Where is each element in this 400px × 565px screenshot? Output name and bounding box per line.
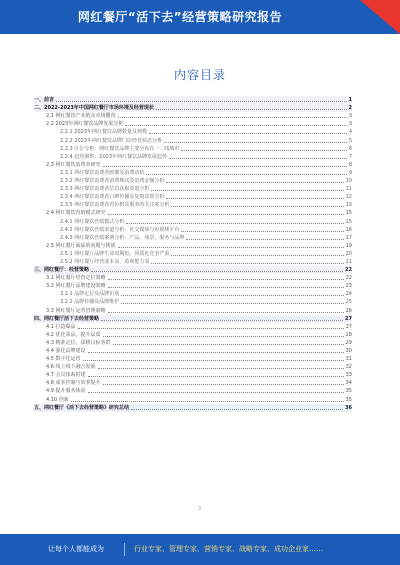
toc-dot-leader bbox=[98, 368, 344, 369]
toc-entry-title: 3.3 网红餐厅运营管理策略 bbox=[46, 307, 106, 314]
toc-entry-title: 4.1 打造爆品 bbox=[46, 323, 76, 330]
toc-dot-leader bbox=[88, 352, 344, 353]
toc-entry-page: 17 bbox=[345, 234, 352, 241]
toc-entry-title: 4.10 创新 bbox=[46, 396, 69, 403]
page-number: 1 bbox=[198, 506, 202, 512]
toc-entry[interactable] bbox=[34, 250, 352, 258]
toc-entry-page: 36 bbox=[345, 404, 352, 411]
toc-entry-title: 五、网红餐厅《活下去经营策略》研究总结 bbox=[34, 404, 130, 411]
toc-entry[interactable] bbox=[34, 185, 352, 193]
toc-entry-title: 2.3.3 网红餐饮消费者信息获取渠道分析 bbox=[60, 186, 150, 193]
toc-dot-leader bbox=[149, 133, 347, 134]
toc-entry[interactable] bbox=[34, 339, 352, 347]
toc-entry-page: 29 bbox=[345, 339, 352, 346]
toc-entry-page: 15 bbox=[345, 210, 352, 217]
toc-entry[interactable] bbox=[34, 120, 352, 128]
toc-entry-page: 27 bbox=[345, 315, 352, 322]
toc-entry[interactable] bbox=[34, 104, 352, 112]
toc-entry[interactable] bbox=[34, 201, 352, 209]
toc-entry[interactable] bbox=[34, 315, 352, 323]
toc-dot-leader bbox=[121, 303, 343, 304]
toc-entry[interactable] bbox=[34, 363, 352, 371]
toc-dot-leader bbox=[101, 320, 343, 321]
toc-entry-page: 31 bbox=[345, 356, 352, 363]
header-corner-accent bbox=[360, 0, 400, 34]
toc-entry-title: 4.5 数字化运营 bbox=[46, 356, 81, 363]
toc-dot-leader bbox=[151, 263, 343, 264]
toc-entry-title: 2.5.1 网红餐厅品牌生命周期短、同质化竞争严重 bbox=[60, 250, 170, 257]
toc-dot-leader bbox=[108, 214, 344, 215]
toc-entry-title: 2.3.2 网红餐饮消费者消费频次及消费金额分析 bbox=[60, 178, 165, 185]
toc-entry-title: 2.3.1 网红餐饮消费者画像及消费动机 bbox=[60, 169, 145, 176]
toc-entry-title: 2.2.2 2023年网红餐饮品牌门店经营状态分析 bbox=[60, 137, 163, 144]
toc-entry-page: 33 bbox=[345, 372, 352, 379]
table-of-contents bbox=[34, 96, 352, 412]
toc-entry-page: 22 bbox=[345, 267, 352, 274]
toc-entry-page: 22 bbox=[345, 275, 352, 282]
toc-title: 内容目录 bbox=[173, 68, 226, 82]
toc-entry[interactable] bbox=[34, 379, 352, 387]
toc-entry-page: 28 bbox=[345, 331, 352, 338]
toc-dot-leader bbox=[108, 312, 344, 313]
toc-entry-title: 2.3 网红餐饮消费者研究 bbox=[46, 161, 101, 168]
toc-entry-page: 4 bbox=[348, 129, 352, 136]
toc-entry-page: 5 bbox=[348, 137, 352, 144]
toc-entry-title: 3.1 网红餐厅经营定位策略 bbox=[46, 275, 106, 282]
toc-entry[interactable] bbox=[34, 242, 352, 250]
toc-dot-leader bbox=[181, 150, 346, 151]
toc-entry-page: 8 bbox=[348, 161, 352, 168]
toc-dot-leader bbox=[125, 125, 347, 126]
toc-entry-page: 10 bbox=[345, 178, 352, 185]
toc-entry-page: 26 bbox=[345, 307, 352, 314]
toc-entry-title: 4.9 提升服务体验 bbox=[46, 388, 86, 395]
toc-entry-title: 2.4.2 网红餐饮营销渠道分析：社交媒体与短视频平台 bbox=[60, 226, 180, 233]
toc-dot-leader bbox=[171, 206, 343, 207]
toc-dot-leader bbox=[108, 279, 344, 280]
toc-entry[interactable] bbox=[34, 193, 352, 201]
toc-entry-page: 2 bbox=[348, 105, 352, 112]
toc-entry[interactable] bbox=[34, 169, 352, 177]
toc-entry-page: 19 bbox=[345, 242, 352, 249]
toc-dot-leader bbox=[166, 182, 343, 183]
toc-dot-leader bbox=[146, 174, 346, 175]
toc-entry-page: 11 bbox=[345, 186, 352, 193]
toc-entry[interactable] bbox=[34, 306, 352, 314]
toc-entry-title: 4.6 线上线下融合发展 bbox=[46, 364, 96, 371]
toc-entry[interactable] bbox=[34, 96, 352, 104]
toc-entry[interactable] bbox=[34, 298, 352, 306]
footer-divider bbox=[124, 543, 125, 556]
toc-dot-leader bbox=[151, 190, 343, 191]
toc-dot-leader bbox=[103, 384, 344, 385]
toc-entry-page: 30 bbox=[345, 348, 352, 354]
toc-dot-leader bbox=[121, 295, 343, 296]
toc-entry[interactable] bbox=[34, 145, 352, 153]
toc-dot-leader bbox=[131, 409, 343, 410]
toc-entry-title: 4.2 优化菜品，提升品质 bbox=[46, 331, 101, 338]
footer-tagline: 行业专家、管理专家、营销专家、战略专家、成功企业家…… bbox=[134, 545, 323, 553]
toc-dot-leader bbox=[91, 271, 343, 272]
toc-entry-page: 24 bbox=[345, 291, 352, 298]
toc-dot-leader bbox=[118, 247, 344, 248]
toc-dot-leader bbox=[88, 376, 344, 377]
toc-entry[interactable] bbox=[34, 355, 352, 363]
toc-entry-page: 15 bbox=[345, 218, 352, 225]
footer-slogan: 让每个人都能成为 bbox=[48, 545, 104, 553]
toc-entry-page: 35 bbox=[345, 396, 352, 403]
toc-dot-leader bbox=[171, 255, 343, 256]
toc-entry[interactable] bbox=[34, 347, 352, 355]
toc-dot-leader bbox=[71, 401, 344, 402]
toc-entry[interactable] bbox=[34, 323, 352, 331]
toc-entry[interactable] bbox=[34, 209, 352, 217]
toc-entry-title: 3.2 网红餐厅品牌建设策略 bbox=[46, 283, 106, 290]
toc-entry-page: 27 bbox=[345, 323, 352, 330]
toc-entry-page: 6 bbox=[348, 145, 352, 152]
toc-entry-title: 2.4.3 网红餐饮营销案例分析：产品、场景、服务与品牌 bbox=[60, 234, 185, 241]
toc-entry-title: 2.4 网红餐饮营销模式研究 bbox=[46, 210, 106, 217]
toc-dot-leader bbox=[83, 360, 344, 361]
report-header-bar bbox=[0, 0, 400, 34]
toc-entry-title: 4.3 精准定位，深耕目标客群 bbox=[46, 339, 111, 346]
toc-entry-page: 7 bbox=[348, 153, 352, 160]
toc-dot-leader bbox=[186, 239, 343, 240]
toc-dot-leader bbox=[103, 336, 344, 337]
toc-entry-title: 2.2 2023年网红餐饮品牌发展分析 bbox=[46, 121, 124, 128]
toc-entry[interactable] bbox=[34, 290, 352, 298]
toc-entry-title: 2.5 网红餐厅面临的问题与挑战 bbox=[46, 242, 116, 249]
toc-entry-page: 23 bbox=[345, 283, 352, 290]
toc-entry-title: 2.1 网红餐饮产业链及市场概况 bbox=[46, 113, 116, 120]
toc-entry[interactable] bbox=[34, 331, 352, 339]
toc-entry-title: 2.2.1 2023年网红餐饮品牌数量及规模 bbox=[60, 129, 148, 136]
toc-entry-title: 2.2.4 趋势洞察：2023年网红餐饮品牌发展趋势 bbox=[60, 153, 168, 160]
toc-dot-leader bbox=[56, 101, 347, 102]
footer-bar bbox=[0, 534, 400, 565]
toc-entry-page: 34 bbox=[345, 380, 352, 387]
toc-entry-title: 3.2.1 品牌定位及品牌识别 bbox=[60, 291, 120, 298]
toc-entry-page: 12 bbox=[345, 194, 352, 201]
toc-entry[interactable] bbox=[34, 112, 352, 120]
toc-dot-leader bbox=[118, 117, 347, 118]
toc-entry-page: 3 bbox=[348, 113, 352, 120]
toc-entry[interactable] bbox=[34, 161, 352, 169]
toc-entry-title: 2.4.1 网红餐饮营销模式分析 bbox=[60, 218, 125, 225]
toc-entry-title: 一、前言 bbox=[34, 97, 55, 104]
toc-dot-leader bbox=[108, 287, 344, 288]
toc-dot-leader bbox=[181, 231, 343, 232]
toc-entry[interactable] bbox=[34, 395, 352, 403]
toc-entry[interactable] bbox=[34, 128, 352, 136]
toc-entry[interactable] bbox=[34, 387, 352, 395]
toc-entry[interactable] bbox=[34, 404, 352, 412]
toc-entry-title: 四、网红餐厅活下去经营策略 bbox=[34, 315, 100, 322]
toc-dot-leader bbox=[169, 158, 347, 159]
toc-entry-title: 2.3.4 网红餐饮消费者口碑传播及复购意愿分析 bbox=[60, 194, 165, 201]
toc-entry-title: 三、网红餐厅：经营策略 bbox=[34, 267, 90, 274]
toc-entry[interactable] bbox=[34, 177, 352, 185]
toc-dot-leader bbox=[88, 392, 344, 393]
toc-entry[interactable] bbox=[34, 136, 352, 144]
toc-entry[interactable] bbox=[34, 274, 352, 282]
toc-entry[interactable] bbox=[34, 258, 352, 266]
toc-entry[interactable] bbox=[34, 217, 352, 225]
toc-entry[interactable] bbox=[34, 226, 352, 234]
toc-dot-leader bbox=[166, 198, 343, 199]
toc-entry-title: 2.2.3 区位分析：网红餐饮品牌主要分布在一二线城市 bbox=[60, 145, 180, 152]
toc-entry[interactable] bbox=[34, 371, 352, 379]
toc-entry-page: 21 bbox=[345, 258, 352, 265]
toc-entry-page: 20 bbox=[345, 250, 352, 257]
toc-entry-title: 二、2022-2023年中国网红餐厅市场环境及经营现状 bbox=[34, 105, 154, 112]
toc-entry-title: 4.8 成本控制与效率提升 bbox=[46, 380, 101, 387]
toc-entry-page: 1 bbox=[348, 97, 352, 104]
toc-entry-page: 32 bbox=[345, 364, 352, 371]
toc-entry[interactable] bbox=[34, 266, 352, 274]
toc-entry-title: 4.4 强化品牌建设 bbox=[46, 348, 86, 354]
toc-entry-title: 2.5.2 网红餐厅经营成本高、盈利能力弱 bbox=[60, 258, 150, 265]
toc-entry[interactable] bbox=[34, 153, 352, 161]
toc-entry-page: 13 bbox=[345, 202, 352, 209]
toc-entry-title: 2.3.5 网红餐饮消费者对价格及服务的关注度分析 bbox=[60, 202, 170, 209]
toc-entry[interactable] bbox=[34, 282, 352, 290]
toc-dot-leader bbox=[164, 142, 347, 143]
toc-dot-leader bbox=[103, 166, 347, 167]
report-title: 网红餐厅“活下去”经营策略研究报告 bbox=[77, 10, 283, 24]
toc-entry-page: 9 bbox=[348, 169, 352, 176]
toc-entry-page: 16 bbox=[345, 226, 352, 233]
toc-entry-page: 3 bbox=[348, 121, 352, 128]
toc-entry-page: 25 bbox=[345, 299, 352, 306]
toc-entry-page: 35 bbox=[345, 388, 352, 395]
toc-dot-leader bbox=[113, 344, 344, 345]
toc-dot-leader bbox=[156, 109, 347, 110]
toc-entry[interactable] bbox=[34, 234, 352, 242]
toc-dot-leader bbox=[126, 223, 343, 224]
toc-dot-leader bbox=[78, 328, 344, 329]
toc-entry-title: 3.2.2 品牌传播及品牌维护 bbox=[60, 299, 120, 306]
toc-entry-title: 4.7 会员体系搭建 bbox=[46, 372, 86, 379]
